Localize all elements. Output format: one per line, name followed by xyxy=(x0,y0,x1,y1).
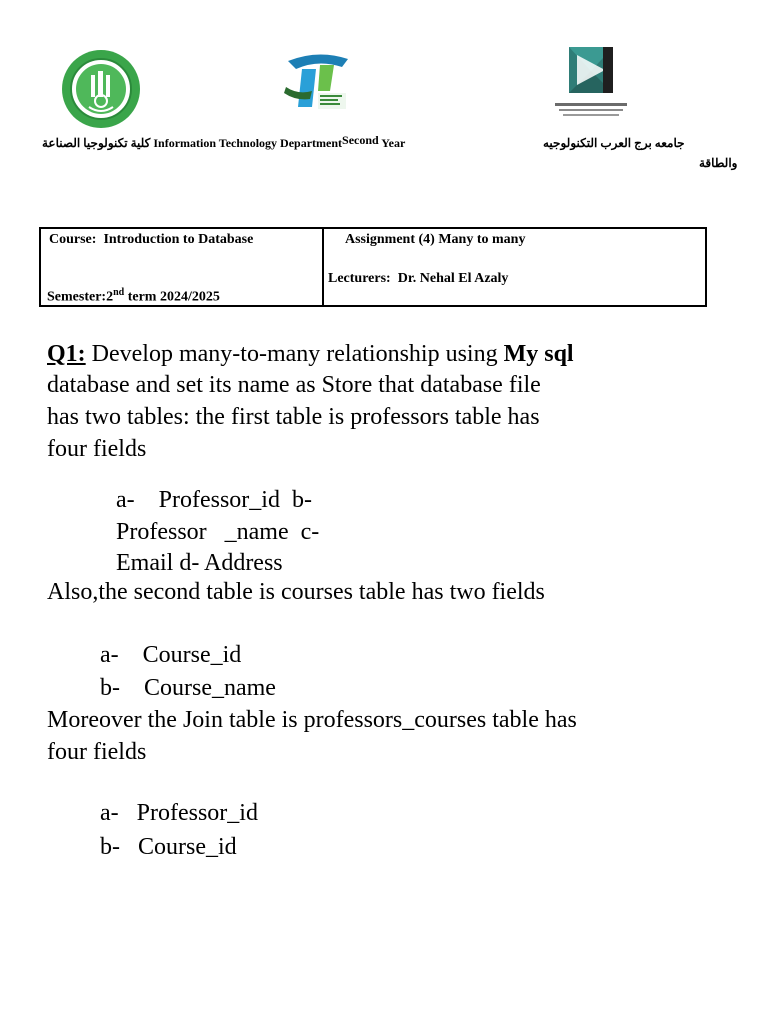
join-field-b: b- Course_id xyxy=(100,834,237,860)
faculty-logo xyxy=(61,49,141,129)
course-line xyxy=(49,232,253,248)
lecturers-value: Dr. Nehal El Azaly xyxy=(397,271,509,286)
semester-number: 2 xyxy=(106,289,114,305)
semester-term: term 2024/2025 xyxy=(127,289,220,305)
professor-fields-line-3: Email d- Address xyxy=(116,550,283,576)
professor-fields-line-1: a- Professor_id b- xyxy=(116,487,312,513)
university-name-arabic: جامعه برج العرب التكنولوجيه xyxy=(543,136,685,150)
course-label: Course: xyxy=(49,232,97,247)
faculty-name-arabic: كلية تكنولوجيا الصناعة xyxy=(42,136,151,150)
courses-intro: Also,the second table is courses table has two fields xyxy=(47,579,545,605)
info-box-divider xyxy=(322,229,324,305)
university-name-arabic-line2: والطاقة xyxy=(699,156,738,170)
question-line-2: database and set its name as Store that database file xyxy=(47,372,541,398)
semester-suffix: nd xyxy=(113,287,125,298)
year-label: Year xyxy=(381,136,406,150)
header-line xyxy=(42,133,406,151)
mysql-keyword: My sql xyxy=(503,341,574,367)
professor-fields-line-2: Professor _name c- xyxy=(116,519,320,545)
course-field-b: b- Course_name xyxy=(100,675,276,701)
year-superscript: Second xyxy=(342,133,379,147)
lecturers-label: Lecturers: xyxy=(328,271,391,286)
question-text: Develop many-to-many relationship using xyxy=(85,341,504,367)
question-line-4: four fields xyxy=(47,436,147,462)
join-table-line-2: four fields xyxy=(47,739,147,765)
join-table-line-1: Moreover the Join table is professors_courses table has xyxy=(47,707,577,733)
question-label: Q1: xyxy=(47,341,86,367)
it-department-logo xyxy=(282,47,354,115)
assignment-title: Assignment (4) Many to many xyxy=(345,232,526,247)
department-name: Information Technology Department xyxy=(153,136,343,150)
course-value: Introduction to Database xyxy=(103,232,254,247)
course-field-a: a- Course_id xyxy=(100,642,242,668)
semester-label: Semester: xyxy=(47,289,107,305)
university-logo xyxy=(549,45,633,123)
question-line-1 xyxy=(47,338,574,370)
lecturers-line xyxy=(328,271,508,287)
question-line-3: has two tables: the first table is professors table has xyxy=(47,404,540,430)
join-field-a: a- Professor_id xyxy=(100,800,258,826)
semester-line xyxy=(47,287,220,306)
